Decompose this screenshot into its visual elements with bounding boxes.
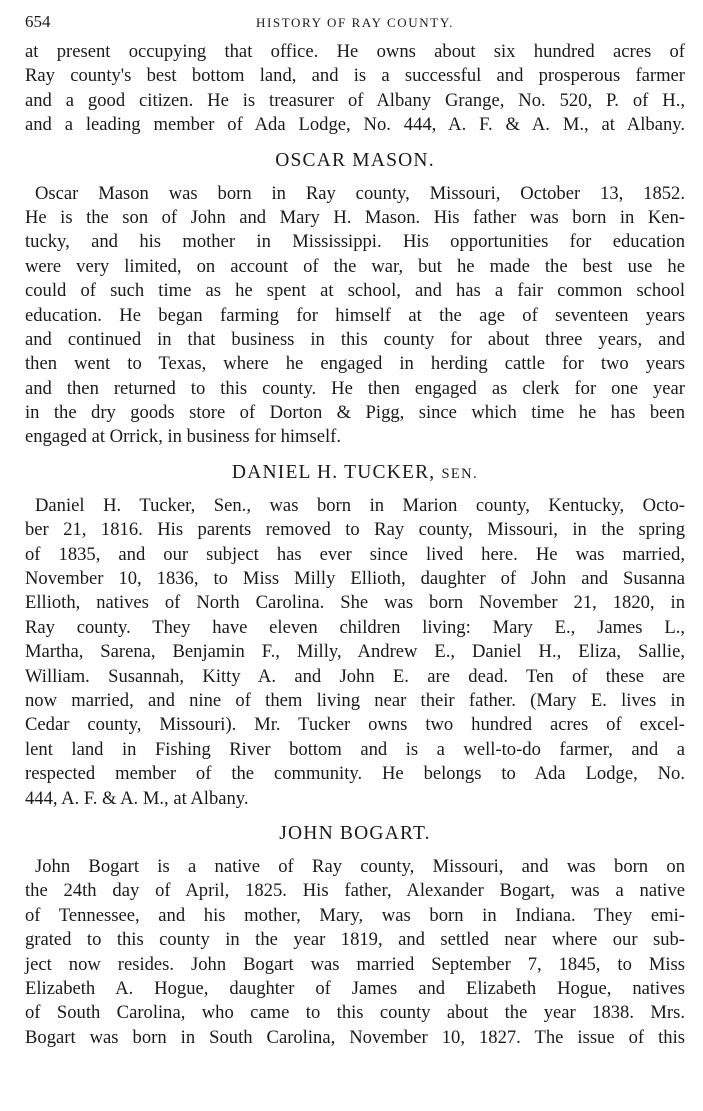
heading-suffix: SEN. (441, 465, 479, 482)
text-line: and then returned to this county. He then engaged as clerk for one year (25, 377, 685, 399)
text-line: Bogart was born in South Carolina, November 10, 1827. The issue of this (25, 1026, 685, 1048)
text-line: William. Susannah, Kitty A. and John E. are dead. Ten of these are (25, 665, 685, 687)
text-line: and continued in that business in this county for about three years, and (25, 328, 685, 350)
biography-john-bogart (25, 855, 685, 1050)
text-line: Ellioth, natives of North Carolina. She was born November 21, 1820, in (25, 592, 685, 614)
text-line: Ray county. They have eleven children living: Mary E., James L., (25, 616, 685, 638)
text-line: 444, A. F. & A. M., at Albany. (25, 787, 249, 809)
text-line: education. He began farming for himself at the age of seventeen years (25, 304, 685, 326)
text-line: John Bogart is a native of Ray county, Missouri, and was born on (35, 855, 685, 877)
biography-oscar-mason (25, 182, 685, 450)
text-line: and a good citizen. He is treasurer of Albany Grange, No. 520, P. of H., (25, 89, 685, 111)
heading-text: JOHN BOGART. (279, 822, 431, 844)
page-number: 654 (25, 12, 51, 31)
text-line: of 1835, and our subject has ever since lived here. He was married, (25, 543, 685, 565)
biography-daniel-tucker (25, 494, 685, 811)
text-line: respected member of the community. He belongs to Ada Lodge, No. (25, 763, 685, 785)
intro-paragraph (25, 40, 685, 138)
text-line: ber 21, 1816. His parents removed to Ray county, Missouri, in the spring (25, 519, 685, 541)
section-heading-oscar-mason (25, 140, 685, 182)
text-line: lent land in Fishing River bottom and is a well-to-do farmer, and a (25, 738, 685, 760)
text-line: the 24th day of April, 1825. His father, Alexander Bogart, was a native (25, 880, 685, 902)
text-line: of Tennessee, and his mother, Mary, was born in Indiana. They emi- (25, 904, 685, 926)
running-head (25, 12, 685, 40)
text-line: tucky, and his mother in Mississippi. His opportunities for education (25, 231, 685, 253)
text-line: were very limited, on account of the war, but he made the best use he (25, 255, 685, 277)
text-line: could of such time as he spent at school, and has a fair common school (25, 280, 685, 302)
book-page (25, 12, 685, 1050)
section-heading-john-bogart (25, 813, 685, 855)
text-line: at present occupying that office. He owns about six hundred acres of (25, 41, 685, 62)
text-line: engaged at Orrick, in business for himself. (25, 426, 342, 448)
text-line: Daniel H. Tucker, Sen., was born in Marion county, Kentucky, Octo- (35, 494, 685, 516)
text-line: Oscar Mason was born in Ray county, Missouri, October 13, 1852. (35, 182, 685, 204)
text-line: ject now resides. John Bogart was married September 7, 1845, to Miss (25, 953, 685, 975)
text-line: Cedar county, Missouri). Mr. Tucker owns two hundred acres of excel- (25, 714, 685, 736)
text-line: He is the son of John and Mary H. Mason. His father was born in Ken- (25, 206, 685, 228)
text-line: Elizabeth A. Hogue, daughter of James and Elizabeth Hogue, natives (25, 977, 685, 999)
text-line: in the dry goods store of Dorton & Pigg, since which time he has been (25, 402, 685, 424)
text-line: now married, and nine of them living near their father. (Mary E. lives in (25, 689, 685, 711)
text-line: and a leading member of Ada Lodge, No. 444, A. F. & A. M., at Albany. (25, 114, 685, 136)
section-heading-daniel-tucker (25, 452, 685, 494)
text-line: Ray county's best bottom land, and is a successful and prosperous farmer (25, 65, 685, 87)
text-line: grated to this county in the year 1819, and settled near where our sub- (25, 929, 685, 951)
heading-text: OSCAR MASON. (275, 149, 435, 171)
text-line: then went to Texas, where he engaged in herding cattle for two years (25, 353, 685, 375)
heading-text: DANIEL H. TUCKER, (231, 461, 442, 483)
running-title: HISTORY OF RAY COUNTY. (256, 15, 454, 30)
text-line: of South Carolina, who came to this county about the year 1838. Mrs. (25, 1002, 685, 1024)
text-line: Martha, Sarena, Benjamin F., Milly, Andrew E., Daniel H., Eliza, Sallie, (25, 641, 685, 663)
text-line: November 10, 1836, to Miss Milly Ellioth, daughter of John and Susanna (25, 568, 685, 590)
